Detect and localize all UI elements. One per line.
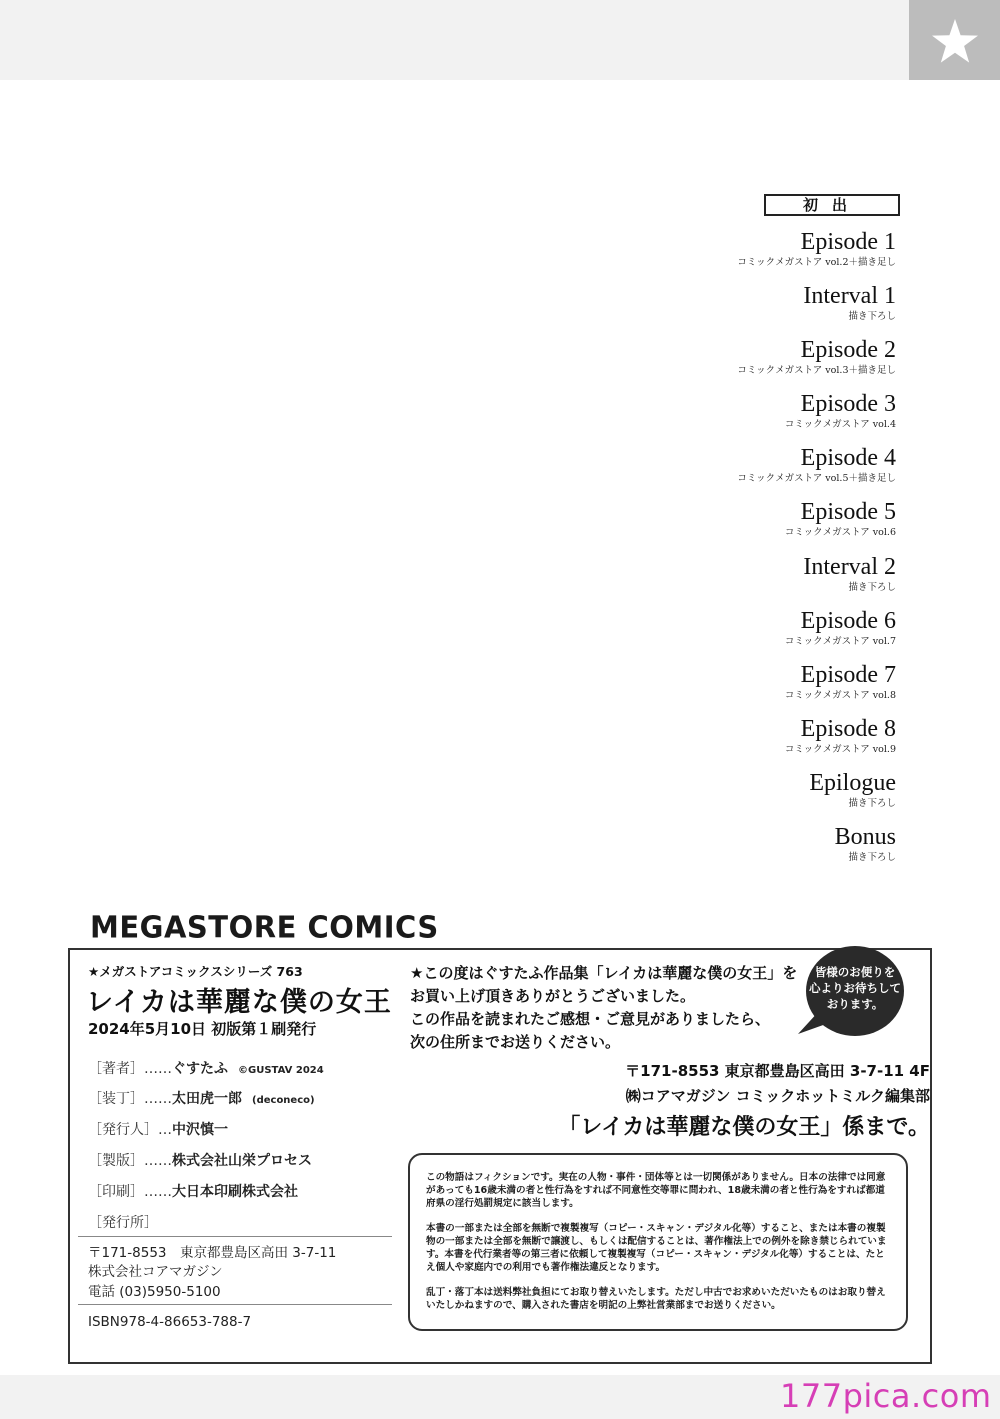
credit-design (88, 1088, 315, 1108)
toc-title: Interval 2 (803, 553, 896, 580)
toc-title: Episode 4 (800, 445, 896, 472)
credit-name: ぐすたふ (172, 1061, 228, 1077)
watermark: 177pica.com (780, 1377, 992, 1415)
toc-title: Interval 1 (803, 283, 896, 310)
credit-role: ［著者］…… (88, 1061, 172, 1077)
mail-address: 〒171-8553 東京都豊島区高田 3-7-11 4F (625, 1062, 930, 1080)
toc-title: Bonus (834, 824, 896, 851)
frame-left (68, 948, 70, 1362)
notice-paragraph: 本書の一部または全部を無断で複製複写（コピー・スキャン・デジタル化等）すること、または本書の複製物の一部または全部を無断で譲渡し、もしくは配信することは、著作権法上での例外を除き禁じられています。本書を代行業者等の第三者に依頼して複製複写（コピー・スキャン・デジタル化等）することは、たとえ個人や家庭内での利用でも著作権法違反となります。 (426, 1223, 887, 1273)
toc-title: Episode 8 (800, 715, 896, 742)
credit-publisher-person (88, 1119, 228, 1139)
isbn: ISBN978-4-86653-788-7 (88, 1314, 252, 1330)
toc-source: 描き下ろし (848, 797, 896, 809)
notice-paragraph: 乱丁・落丁本は送料弊社負担にてお取り替えいたします。ただし中古でお求めいただいたものはお取り替えいたしかねますので、購入された書店を明記の上弊社営業部までお送りください。 (426, 1287, 886, 1311)
top-margin-band (0, 0, 1000, 80)
mail-company: ㈱コアマガジン コミックホットミルク編集部 (625, 1087, 930, 1105)
toc-source: 描き下ろし (848, 581, 896, 593)
toc-item (496, 769, 896, 823)
toc-source: コミックメガストア vol.2＋描き足し (737, 257, 896, 268)
publisher-phone: 電話 (03)5950-5100 (88, 1284, 221, 1300)
toc-title: Episode 2 (800, 337, 896, 364)
toc-source: コミックメガストア vol.5＋描き足し (737, 473, 896, 485)
toc-item (496, 498, 896, 552)
credit-printing (88, 1181, 298, 1201)
credit-author (88, 1058, 324, 1078)
brand-logo: MEGASTORE COMICS (90, 909, 439, 945)
mail-attention: 「レイカは華麗な僕の女王」係まで。 (558, 1115, 930, 1140)
star-icon (931, 18, 979, 64)
reader-message (410, 962, 810, 1054)
toc-item (496, 553, 896, 607)
toc-source: コミックメガストア vol.9 (784, 743, 896, 755)
credit-name: 大日本印刷株式会社 (172, 1184, 298, 1200)
credit-name: 太田虎一郎 (172, 1091, 242, 1107)
credit-note: ©GUSTAV 2024 (238, 1065, 324, 1076)
credit-role: ［装丁］…… (88, 1091, 172, 1107)
toc-source: コミックメガストア vol.8 (784, 689, 896, 701)
toc-item (496, 228, 896, 282)
book-title: レイカは華麗な僕の女王 (86, 987, 392, 1018)
toc-source: 描き下ろし (848, 311, 896, 323)
credit-platemaking (88, 1150, 312, 1170)
toc-item (496, 282, 896, 336)
toc-item (496, 661, 896, 715)
message-line: ★この度はぐすたふ作品集「レイカは華麗な僕の女王」を (410, 964, 798, 982)
divider (78, 1236, 392, 1237)
credit-name: 中沢慎一 (172, 1122, 228, 1138)
credit-role: ［製版］…… (88, 1153, 172, 1169)
toc-title: Episode 7 (800, 661, 896, 688)
toc-header: 初出 (764, 194, 900, 216)
legal-notice (408, 1153, 908, 1331)
message-line: 次の住所までお送りください。 (410, 1033, 621, 1051)
publisher-address: 〒171-8553 東京都豊島区高田 3-7-11 (88, 1245, 337, 1261)
toc-title: Episode 6 (800, 607, 896, 634)
credit-name: 株式会社山栄プロセス (172, 1153, 312, 1169)
notice-paragraph: この物語はフィクションです。実在の人物・事件・団体等とは一切関係がありません。日本の法律では同意があっても16歳未満の者と性行為をすれば不同意性交等罪に問われ、18歳未満の者と性行為をすれば都道府県の淫行処罰規定に該当します。 (426, 1172, 886, 1209)
credit-role: ［印刷］…… (88, 1184, 172, 1200)
toc-source: 描き下ろし (848, 852, 896, 864)
credit-note: (deconeco) (252, 1095, 315, 1106)
toc-source: コミックメガストア vol.6 (784, 527, 896, 539)
series-label: ★メガストアコミックスシリーズ 763 (88, 964, 303, 979)
frame-bottom (68, 1362, 932, 1364)
star-tab (909, 0, 1000, 80)
toc-list (496, 228, 896, 877)
publisher-label: ［発行所］ (88, 1215, 158, 1231)
frame-right (930, 948, 932, 1362)
divider (78, 1304, 392, 1305)
toc-source: コミックメガストア vol.7 (784, 635, 896, 647)
toc-item (496, 390, 896, 444)
credit-role: ［発行人］… (88, 1122, 172, 1138)
edition-date: 2024年5月10日 初版第１刷発行 (88, 1020, 317, 1038)
frame-top (68, 948, 932, 950)
toc-source: コミックメガストア vol.3＋描き足し (737, 365, 896, 377)
speech-bubble: 皆様のお便りを 心よりお待ちして おります。 (806, 946, 904, 1036)
toc-title: Episode 3 (800, 391, 896, 418)
message-line: この作品を読まれたご感想・ご意見がありましたら、 (410, 1010, 771, 1028)
publisher-name: 株式会社コアマガジン (88, 1264, 223, 1280)
toc-item (496, 715, 896, 769)
message-line: お買い上げ頂きありがとうございました。 (410, 987, 696, 1005)
toc-item (496, 336, 896, 390)
toc-title: Epilogue (809, 769, 896, 796)
toc-title: Episode 5 (800, 499, 896, 526)
toc-source: コミックメガストア vol.4 (784, 419, 896, 431)
toc-item (496, 607, 896, 661)
toc-item (496, 444, 896, 498)
toc-title: Episode 1 (800, 229, 896, 255)
toc-item (496, 823, 896, 877)
